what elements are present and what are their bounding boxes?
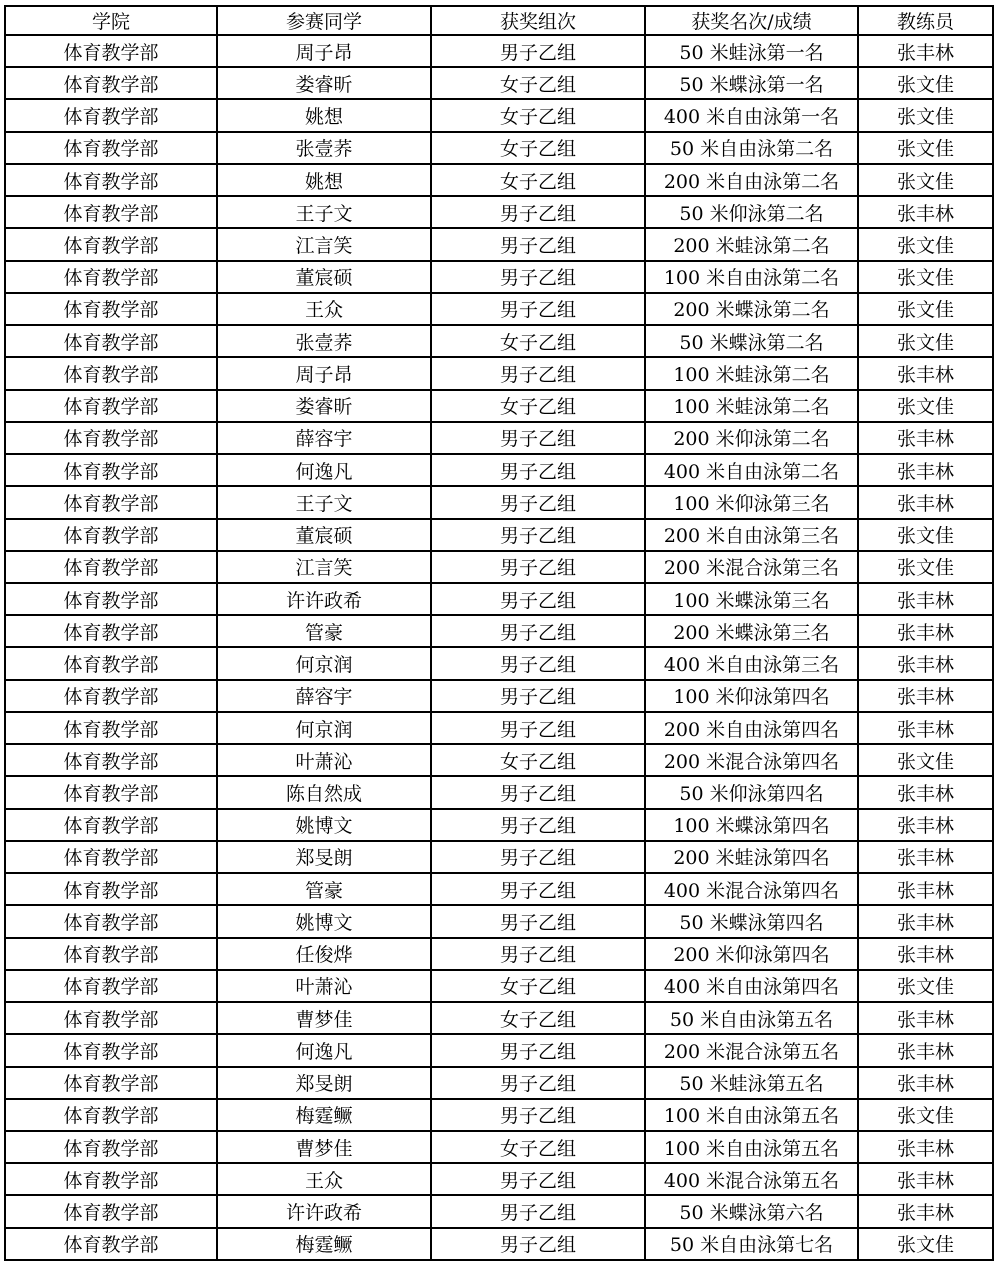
- table-row: [5, 164, 993, 196]
- cell-coach: 张丰林: [858, 357, 993, 389]
- cell-group: 男子乙组: [431, 486, 645, 518]
- cell-participant: 董宸硕: [217, 261, 431, 293]
- cell-college: 体育教学部: [5, 325, 217, 357]
- cell-result: 200 米仰泳第二名: [645, 422, 858, 454]
- cell-college: 体育教学部: [5, 261, 217, 293]
- cell-coach: 张丰林: [858, 1034, 993, 1066]
- cell-result: 100 米蛙泳第二名: [645, 390, 858, 422]
- cell-result: 50 米蝶泳第一名: [645, 67, 858, 99]
- cell-coach: 张丰林: [858, 35, 993, 67]
- cell-result: 50 米蝶泳第四名: [645, 905, 858, 937]
- table-row: [5, 1228, 993, 1260]
- cell-college: 体育教学部: [5, 615, 217, 647]
- cell-group: 男子乙组: [431, 647, 645, 679]
- cell-participant: 张壹荞: [217, 325, 431, 357]
- table-row: [5, 1195, 993, 1227]
- cell-coach: 张丰林: [858, 873, 993, 905]
- cell-result: 100 米自由泳第二名: [645, 261, 858, 293]
- cell-participant: 王子文: [217, 486, 431, 518]
- table-row: [5, 293, 993, 325]
- cell-result: 50 米蛙泳第一名: [645, 35, 858, 67]
- cell-participant: 许许政希: [217, 583, 431, 615]
- cell-result: 200 米混合泳第四名: [645, 744, 858, 776]
- table-row: [5, 1163, 993, 1195]
- cell-coach: 张丰林: [858, 1163, 993, 1195]
- cell-college: 体育教学部: [5, 680, 217, 712]
- cell-coach: 张丰林: [858, 680, 993, 712]
- cell-college: 体育教学部: [5, 196, 217, 228]
- cell-result: 100 米蝶泳第四名: [645, 809, 858, 841]
- cell-participant: 何京润: [217, 712, 431, 744]
- cell-group: 男子乙组: [431, 454, 645, 486]
- cell-group: 男子乙组: [431, 261, 645, 293]
- cell-participant: 张壹荞: [217, 132, 431, 164]
- cell-participant: 娄睿昕: [217, 390, 431, 422]
- cell-participant: 薛容宇: [217, 680, 431, 712]
- cell-group: 男子乙组: [431, 712, 645, 744]
- cell-coach: 张文佳: [858, 1228, 993, 1260]
- table-row: [5, 357, 993, 389]
- cell-college: 体育教学部: [5, 744, 217, 776]
- cell-result: 400 米自由泳第三名: [645, 647, 858, 679]
- cell-college: 体育教学部: [5, 905, 217, 937]
- cell-coach: 张丰林: [858, 1195, 993, 1227]
- cell-coach: 张丰林: [858, 422, 993, 454]
- cell-participant: 董宸硕: [217, 519, 431, 551]
- cell-college: 体育教学部: [5, 1034, 217, 1066]
- cell-group: 女子乙组: [431, 164, 645, 196]
- cell-participant: 姚博文: [217, 809, 431, 841]
- cell-participant: 王众: [217, 293, 431, 325]
- header-result: 获奖名次/成绩: [645, 6, 858, 35]
- table-row: [5, 390, 993, 422]
- cell-group: 男子乙组: [431, 615, 645, 647]
- cell-college: 体育教学部: [5, 1228, 217, 1260]
- cell-result: 200 米蝶泳第三名: [645, 615, 858, 647]
- cell-result: 200 米仰泳第四名: [645, 938, 858, 970]
- table-row: [5, 712, 993, 744]
- cell-participant: 任俊烨: [217, 938, 431, 970]
- cell-result: 200 米蛙泳第二名: [645, 228, 858, 260]
- cell-participant: 王子文: [217, 196, 431, 228]
- table-row: [5, 486, 993, 518]
- cell-college: 体育教学部: [5, 228, 217, 260]
- cell-group: 女子乙组: [431, 1131, 645, 1163]
- cell-participant: 梅霆鳜: [217, 1099, 431, 1131]
- cell-coach: 张丰林: [858, 454, 993, 486]
- cell-participant: 江言笑: [217, 551, 431, 583]
- table-row: [5, 647, 993, 679]
- cell-college: 体育教学部: [5, 1195, 217, 1227]
- cell-college: 体育教学部: [5, 938, 217, 970]
- cell-college: 体育教学部: [5, 293, 217, 325]
- cell-group: 女子乙组: [431, 99, 645, 131]
- table-header: [5, 6, 993, 35]
- table-row: [5, 261, 993, 293]
- cell-group: 男子乙组: [431, 422, 645, 454]
- table-row: [5, 519, 993, 551]
- cell-result: 200 米自由泳第三名: [645, 519, 858, 551]
- cell-college: 体育教学部: [5, 712, 217, 744]
- cell-coach: 张文佳: [858, 325, 993, 357]
- cell-result: 100 米仰泳第四名: [645, 680, 858, 712]
- cell-coach: 张丰林: [858, 1067, 993, 1099]
- cell-coach: 张文佳: [858, 1099, 993, 1131]
- cell-coach: 张丰林: [858, 1131, 993, 1163]
- cell-result: 200 米蛙泳第四名: [645, 841, 858, 873]
- cell-coach: 张丰林: [858, 196, 993, 228]
- table-row: [5, 970, 993, 1002]
- cell-college: 体育教学部: [5, 809, 217, 841]
- cell-coach: 张文佳: [858, 744, 993, 776]
- cell-participant: 叶萧沁: [217, 744, 431, 776]
- cell-group: 男子乙组: [431, 1099, 645, 1131]
- table-row: [5, 228, 993, 260]
- cell-coach: 张文佳: [858, 970, 993, 1002]
- cell-group: 男子乙组: [431, 841, 645, 873]
- cell-coach: 张丰林: [858, 1002, 993, 1034]
- cell-college: 体育教学部: [5, 35, 217, 67]
- cell-coach: 张丰林: [858, 486, 993, 518]
- table-row: [5, 744, 993, 776]
- cell-college: 体育教学部: [5, 551, 217, 583]
- cell-group: 男子乙组: [431, 809, 645, 841]
- cell-group: 男子乙组: [431, 519, 645, 551]
- table-row: [5, 422, 993, 454]
- cell-coach: 张丰林: [858, 809, 993, 841]
- cell-coach: 张文佳: [858, 519, 993, 551]
- cell-participant: 周子昂: [217, 35, 431, 67]
- cell-participant: 姚想: [217, 99, 431, 131]
- cell-result: 50 米自由泳第七名: [645, 1228, 858, 1260]
- cell-coach: 张丰林: [858, 841, 993, 873]
- cell-group: 男子乙组: [431, 1163, 645, 1195]
- cell-group: 女子乙组: [431, 67, 645, 99]
- cell-group: 女子乙组: [431, 390, 645, 422]
- cell-result: 100 米自由泳第五名: [645, 1099, 858, 1131]
- table-row: [5, 99, 993, 131]
- table-row: [5, 583, 993, 615]
- cell-participant: 郑旻朗: [217, 1067, 431, 1099]
- cell-college: 体育教学部: [5, 519, 217, 551]
- cell-coach: 张文佳: [858, 551, 993, 583]
- cell-college: 体育教学部: [5, 1131, 217, 1163]
- cell-coach: 张丰林: [858, 712, 993, 744]
- cell-coach: 张文佳: [858, 132, 993, 164]
- cell-coach: 张丰林: [858, 776, 993, 808]
- cell-college: 体育教学部: [5, 422, 217, 454]
- cell-college: 体育教学部: [5, 873, 217, 905]
- cell-result: 50 米仰泳第二名: [645, 196, 858, 228]
- cell-group: 男子乙组: [431, 357, 645, 389]
- cell-participant: 管豪: [217, 873, 431, 905]
- table-row: [5, 873, 993, 905]
- cell-participant: 周子昂: [217, 357, 431, 389]
- table-body: [5, 35, 993, 1260]
- cell-participant: 梅霆鳜: [217, 1228, 431, 1260]
- cell-coach: 张丰林: [858, 938, 993, 970]
- cell-result: 400 米混合泳第五名: [645, 1163, 858, 1195]
- cell-group: 男子乙组: [431, 1195, 645, 1227]
- cell-group: 男子乙组: [431, 583, 645, 615]
- cell-coach: 张文佳: [858, 67, 993, 99]
- table-row: [5, 325, 993, 357]
- cell-result: 100 米自由泳第五名: [645, 1131, 858, 1163]
- cell-college: 体育教学部: [5, 1099, 217, 1131]
- header-group: 获奖组次: [431, 6, 645, 35]
- cell-result: 100 米仰泳第三名: [645, 486, 858, 518]
- cell-result: 100 米蛙泳第二名: [645, 357, 858, 389]
- cell-participant: 曹梦佳: [217, 1131, 431, 1163]
- table-row: [5, 67, 993, 99]
- cell-group: 男子乙组: [431, 35, 645, 67]
- cell-college: 体育教学部: [5, 454, 217, 486]
- cell-group: 男子乙组: [431, 776, 645, 808]
- cell-coach: 张文佳: [858, 390, 993, 422]
- table-row: [5, 1034, 993, 1066]
- table-row: [5, 196, 993, 228]
- cell-participant: 姚想: [217, 164, 431, 196]
- cell-coach: 张文佳: [858, 293, 993, 325]
- cell-group: 男子乙组: [431, 293, 645, 325]
- cell-result: 50 米仰泳第四名: [645, 776, 858, 808]
- cell-college: 体育教学部: [5, 970, 217, 1002]
- cell-group: 女子乙组: [431, 132, 645, 164]
- cell-participant: 姚博文: [217, 905, 431, 937]
- cell-result: 200 米自由泳第四名: [645, 712, 858, 744]
- cell-group: 女子乙组: [431, 744, 645, 776]
- cell-group: 女子乙组: [431, 325, 645, 357]
- cell-participant: 江言笑: [217, 228, 431, 260]
- table-row: [5, 1131, 993, 1163]
- cell-result: 50 米蝶泳第六名: [645, 1195, 858, 1227]
- table-row: [5, 615, 993, 647]
- table-row: [5, 132, 993, 164]
- cell-college: 体育教学部: [5, 67, 217, 99]
- cell-college: 体育教学部: [5, 583, 217, 615]
- cell-participant: 何逸凡: [217, 1034, 431, 1066]
- cell-college: 体育教学部: [5, 164, 217, 196]
- cell-group: 男子乙组: [431, 1067, 645, 1099]
- cell-group: 男子乙组: [431, 905, 645, 937]
- cell-college: 体育教学部: [5, 486, 217, 518]
- cell-college: 体育教学部: [5, 99, 217, 131]
- cell-group: 男子乙组: [431, 551, 645, 583]
- cell-coach: 张文佳: [858, 228, 993, 260]
- cell-participant: 陈自然成: [217, 776, 431, 808]
- cell-result: 400 米混合泳第四名: [645, 873, 858, 905]
- cell-college: 体育教学部: [5, 390, 217, 422]
- cell-result: 50 米自由泳第五名: [645, 1002, 858, 1034]
- table-row: [5, 1067, 993, 1099]
- cell-participant: 薛容宇: [217, 422, 431, 454]
- table-row: [5, 841, 993, 873]
- cell-coach: 张文佳: [858, 99, 993, 131]
- header-coach: 教练员: [858, 6, 993, 35]
- table-row: [5, 905, 993, 937]
- cell-participant: 何逸凡: [217, 454, 431, 486]
- cell-college: 体育教学部: [5, 841, 217, 873]
- cell-coach: 张丰林: [858, 905, 993, 937]
- cell-participant: 叶萧沁: [217, 970, 431, 1002]
- cell-result: 400 米自由泳第四名: [645, 970, 858, 1002]
- cell-result: 50 米自由泳第二名: [645, 132, 858, 164]
- cell-result: 400 米自由泳第一名: [645, 99, 858, 131]
- header-row: [5, 6, 993, 35]
- table-row: [5, 551, 993, 583]
- cell-participant: 曹梦佳: [217, 1002, 431, 1034]
- cell-college: 体育教学部: [5, 357, 217, 389]
- cell-college: 体育教学部: [5, 132, 217, 164]
- cell-college: 体育教学部: [5, 1163, 217, 1195]
- cell-result: 100 米蝶泳第三名: [645, 583, 858, 615]
- cell-group: 女子乙组: [431, 970, 645, 1002]
- cell-group: 男子乙组: [431, 938, 645, 970]
- table-row: [5, 35, 993, 67]
- cell-result: 50 米蝶泳第二名: [645, 325, 858, 357]
- cell-result: 200 米混合泳第五名: [645, 1034, 858, 1066]
- cell-participant: 娄睿昕: [217, 67, 431, 99]
- cell-result: 400 米自由泳第二名: [645, 454, 858, 486]
- cell-group: 男子乙组: [431, 680, 645, 712]
- cell-participant: 何京润: [217, 647, 431, 679]
- cell-group: 男子乙组: [431, 228, 645, 260]
- cell-result: 200 米混合泳第三名: [645, 551, 858, 583]
- header-participant: 参赛同学: [217, 6, 431, 35]
- cell-college: 体育教学部: [5, 1067, 217, 1099]
- cell-coach: 张丰林: [858, 583, 993, 615]
- cell-participant: 管豪: [217, 615, 431, 647]
- cell-result: 200 米自由泳第二名: [645, 164, 858, 196]
- cell-college: 体育教学部: [5, 1002, 217, 1034]
- cell-coach: 张文佳: [858, 261, 993, 293]
- table-row: [5, 454, 993, 486]
- table-row: [5, 809, 993, 841]
- results-table: [4, 5, 994, 1261]
- cell-group: 女子乙组: [431, 1002, 645, 1034]
- cell-college: 体育教学部: [5, 647, 217, 679]
- cell-result: 50 米蛙泳第五名: [645, 1067, 858, 1099]
- cell-group: 男子乙组: [431, 1228, 645, 1260]
- table-row: [5, 680, 993, 712]
- table-row: [5, 1099, 993, 1131]
- cell-participant: 郑旻朗: [217, 841, 431, 873]
- table-row: [5, 776, 993, 808]
- cell-college: 体育教学部: [5, 776, 217, 808]
- cell-group: 男子乙组: [431, 873, 645, 905]
- cell-coach: 张文佳: [858, 164, 993, 196]
- cell-participant: 许许政希: [217, 1195, 431, 1227]
- cell-group: 男子乙组: [431, 196, 645, 228]
- cell-group: 男子乙组: [431, 1034, 645, 1066]
- cell-coach: 张丰林: [858, 647, 993, 679]
- table-row: [5, 938, 993, 970]
- table-row: [5, 1002, 993, 1034]
- cell-participant: 王众: [217, 1163, 431, 1195]
- header-college: 学院: [5, 6, 217, 35]
- cell-result: 200 米蝶泳第二名: [645, 293, 858, 325]
- cell-coach: 张丰林: [858, 615, 993, 647]
